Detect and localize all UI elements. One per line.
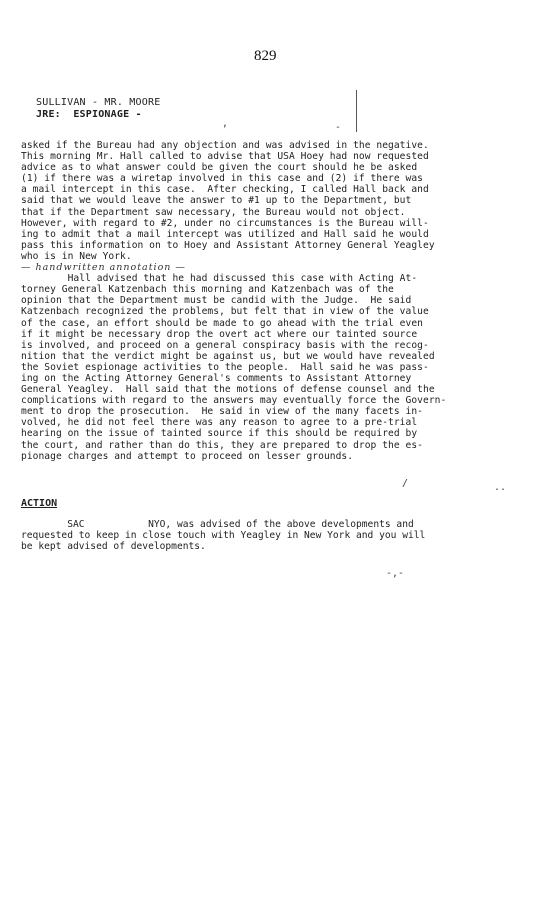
memo-body <box>21 140 531 462</box>
handwritten-annotation: — handwritten annotation — <box>21 262 186 274</box>
body-line: ing to admit that a mail intercept was utilized and Hall said he would <box>21 228 429 240</box>
body-line: ing on the Acting Attorney General's comments to Assistant Attorney <box>21 372 412 384</box>
body-line: (1) if there was a wiretap involved in this case and (2) if there was <box>21 173 423 185</box>
body-line: of the case, an effort should be made to go ahead with the trial even <box>21 317 423 329</box>
stray-mark: -,- <box>386 568 405 579</box>
body-line: hearing on the issue of tainted source if this should be required by <box>21 428 418 440</box>
stray-mark: / <box>402 478 409 489</box>
body-line: nition that the verdict might be against us, but we would have revealed <box>21 350 435 362</box>
body-line: the Soviet espionage activities to the people. Hall said he was pass- <box>21 361 429 373</box>
body-line: that if the Department saw necessary, the Bureau would not object. <box>21 206 406 218</box>
body-line: the court, and rather than do this, they are prepared to drop the es- <box>21 439 423 451</box>
action-line: SAC NYO, was advised of the above developments and <box>21 519 414 530</box>
body-line: pionage charges and attempt to proceed on lesser grounds. <box>21 450 354 462</box>
stray-mark: .. <box>494 482 507 493</box>
body-line: This morning Mr. Hall called to advise that USA Hoey had now requested <box>21 151 429 163</box>
action-line: be kept advised of developments. <box>21 541 206 553</box>
page-number: 829 <box>254 48 277 64</box>
body-line: complications with regard to the answers may eventually force the Govern- <box>21 395 447 407</box>
body-line: is involved, and proceed on a general conspiracy basis with the recog- <box>21 339 429 351</box>
body-line: opinion that the Department must be candid with the Judge. He said <box>21 295 412 307</box>
action-line: requested to keep in close touch with Yeagley in New York and you will <box>21 530 426 542</box>
action-heading: ACTION <box>21 498 58 509</box>
stray-mark: , <box>222 118 229 129</box>
body-line: if it might be necessary drop the overt act where our tainted source <box>21 328 418 340</box>
body-line: However, with regard to #2, under no circumstances is the Bureau will- <box>21 217 429 229</box>
margin-rule <box>356 90 357 132</box>
memo-header-subject: JRE: ESPIONAGE - <box>36 109 142 120</box>
body-line: General Yeagley. Hall said that the motions of defense counsel and the <box>21 384 435 396</box>
body-line: pass this information on to Hoey and Assistant Attorney General Yeagley <box>21 239 435 251</box>
body-line: who is in New York. <box>21 250 132 262</box>
body-line: said that we would leave the answer to #1 up to the Department, but <box>21 195 412 207</box>
body-line: torney General Katzenbach this morning and Katzenbach was of the <box>21 284 394 296</box>
body-line: a mail intercept in this case. After checking, I called Hall back and <box>21 184 429 196</box>
body-line: advice as to what answer could be given the court should he be asked <box>21 162 418 174</box>
memo-header-routing: SULLIVAN - MR. MOORE <box>36 97 161 108</box>
body-line: asked if the Bureau had any objection and was advised in the negative. <box>21 140 429 151</box>
body-line: Hall advised that he had discussed this case with Acting At- <box>21 273 418 285</box>
body-line: volved, he did not feel there was any reason to agree to a pre-trial <box>21 417 418 429</box>
action-paragraph <box>21 519 531 552</box>
body-line: ment to drop the prosecution. He said in view of the many facets in- <box>21 406 423 418</box>
stray-mark: - <box>335 122 342 133</box>
body-line: Katzenbach recognized the problems, but felt that in view of the value <box>21 306 429 318</box>
